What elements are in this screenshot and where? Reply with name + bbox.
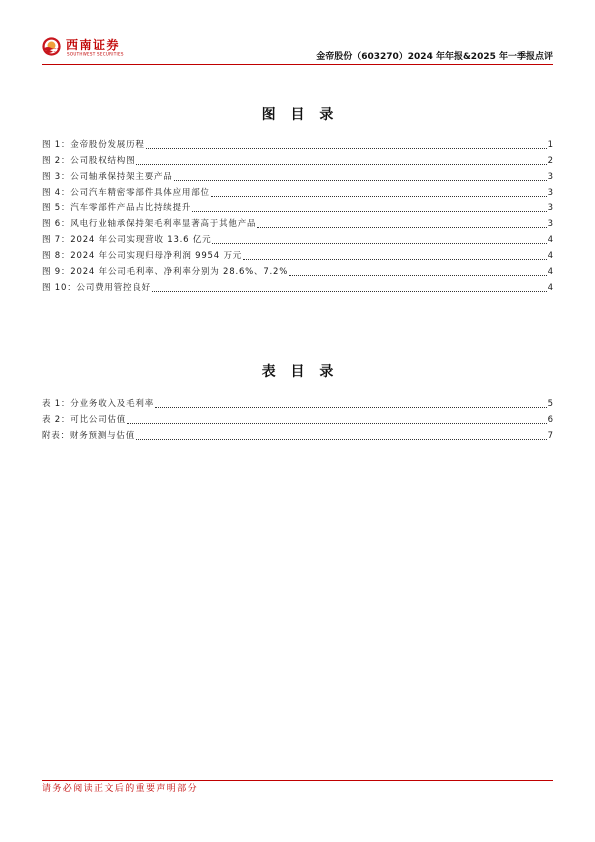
- toc-entry-page: 3: [547, 171, 553, 182]
- dot-leader: [152, 291, 547, 292]
- dot-leader: [212, 243, 546, 244]
- toc-entry-label: 图 2：公司股权结构图: [42, 155, 136, 166]
- toc-entry-page: 3: [547, 187, 553, 198]
- toc-entry-label: 图 4：公司汽车精密零部件具体应用部位: [42, 187, 210, 198]
- table-toc-entry-1[interactable]: [42, 396, 553, 412]
- figure-toc-entry-2[interactable]: [42, 153, 553, 169]
- toc-entry-label: 图 6：风电行业轴承保持架毛利率显著高于其他产品: [42, 219, 257, 230]
- toc-entry-label: 表 1：分业务收入及毛利率: [42, 398, 155, 409]
- table-toc-entry-2[interactable]: [42, 412, 553, 428]
- tables-toc-title: 表 目 录: [261, 364, 339, 380]
- toc-entry-label: 图 3：公司轴承保持架主要产品: [42, 171, 173, 182]
- toc-entry-label: 图 9：2024 年公司毛利率、净利率分别为 28.6%、7.2%: [42, 267, 289, 278]
- toc-entry-page: 1: [547, 139, 553, 150]
- figure-toc-entry-1[interactable]: [42, 137, 553, 153]
- toc-entry-label: 图 1：金帝股份发展历程: [42, 139, 145, 150]
- toc-entry-page: 3: [547, 219, 553, 230]
- dot-leader: [155, 407, 547, 408]
- footer-disclaimer: 请务必阅读正文后的重要声明部分: [42, 784, 199, 794]
- toc-entry-page: 5: [547, 398, 553, 409]
- appendix-table-toc-entry[interactable]: [42, 428, 553, 444]
- dot-leader: [192, 211, 546, 212]
- logo-subtitle: SOUTHWEST SECURITIES: [67, 52, 124, 58]
- toc-entry-page: 4: [547, 251, 553, 262]
- figures-toc-list: [42, 137, 553, 296]
- tables-toc-list: [42, 396, 553, 444]
- dot-leader: [211, 196, 547, 197]
- toc-entry-label: 附表：财务预测与估值: [42, 430, 136, 441]
- report-title: 金帝股份（603270）2024 年年报&2025 年一季报点评: [316, 52, 553, 62]
- figure-toc-entry-7[interactable]: [42, 232, 553, 248]
- figure-toc-entry-9[interactable]: [42, 264, 553, 280]
- toc-entry-page: 6: [547, 414, 553, 425]
- toc-entry-label: 图 8：2024 年公司实现归母净利润 9954 万元: [42, 251, 243, 262]
- dot-leader: [174, 180, 547, 181]
- figure-toc-entry-8[interactable]: [42, 248, 553, 264]
- figures-toc-title: 图 目 录: [261, 107, 339, 123]
- dot-leader: [136, 439, 547, 440]
- footer-divider: [42, 780, 553, 781]
- header-divider: [42, 64, 553, 65]
- toc-entry-page: 2: [547, 155, 553, 166]
- sun-wave-emblem-icon: [42, 37, 61, 56]
- dot-leader: [243, 259, 546, 260]
- dot-leader: [289, 275, 546, 276]
- dot-leader: [136, 164, 546, 165]
- figure-toc-entry-3[interactable]: [42, 169, 553, 185]
- toc-entry-page: 4: [547, 267, 553, 278]
- dot-leader: [127, 423, 546, 424]
- toc-entry-label: 图 10：公司费用管控良好: [42, 282, 151, 293]
- figure-toc-entry-10[interactable]: [42, 280, 553, 296]
- toc-entry-page: 3: [547, 203, 553, 214]
- dot-leader: [257, 227, 546, 228]
- logo-emblem-graphic: [42, 37, 61, 56]
- logo-name: 西南证券: [66, 38, 121, 52]
- figure-toc-entry-5[interactable]: [42, 201, 553, 217]
- toc-entry-label: 表 2：可比公司估值: [42, 414, 127, 425]
- toc-entry-page: 7: [547, 430, 553, 441]
- figure-toc-entry-6[interactable]: [42, 216, 553, 232]
- toc-entry-label: 图 5：汽车零部件产品占比持续提升: [42, 203, 192, 214]
- toc-entry-label: 图 7：2024 年公司实现营收 13.6 亿元: [42, 235, 212, 246]
- figure-toc-entry-4[interactable]: [42, 185, 553, 201]
- toc-entry-page: 4: [547, 282, 553, 293]
- dot-leader: [146, 148, 547, 149]
- toc-entry-page: 4: [547, 235, 553, 246]
